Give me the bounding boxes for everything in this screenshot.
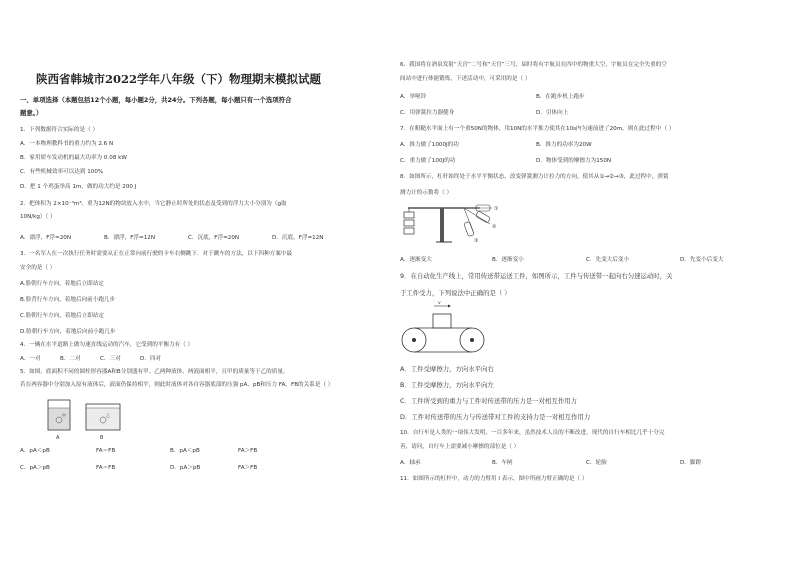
q6-option-b: B．在跑步机上跑步 (536, 94, 585, 100)
q9-stem-cont: 于工件受力，下列说法中正确的是（ ） (400, 289, 511, 297)
q5-label-a: A (56, 435, 60, 441)
q6-stem-cont: 间站中进行体能锻炼，下述活动中，可采用的是（ ） (400, 76, 531, 82)
q6-option-d: D．引体向上 (536, 110, 569, 116)
q7-option-b: B．推力的功率为20W (536, 142, 592, 148)
q8-option-a: A．逐渐变大 (400, 257, 432, 263)
q9-velocity-label: v (438, 301, 441, 306)
q8-label-2: ② (492, 224, 497, 230)
q8-stem: 8．如图所示，杠杆始终处于水平平衡状态，改变弹簧测力计拉力的方向，使其从①→②→③，此过程中，弹簧 (400, 174, 669, 180)
q9-conveyor-figure (402, 302, 482, 356)
q8-option-d: D．先变小后变大 (680, 257, 724, 263)
q5-option-b-f: FA＞FB (238, 448, 258, 454)
section-heading-cont: 题意。） (20, 109, 43, 117)
q2-stem: 2．把体积为 2×10⁻³m³、重为12N的物块放入水中，当它静止时所处的状态及受到的浮力大小分别为（g取 (20, 201, 287, 207)
q7-option-d: D．物体受到的摩擦力为150N (536, 158, 612, 164)
section-heading: 一、单项选择（本题包括12个小题，每小题2分，共24分。下列各题，每小题只有一个选项符合 (20, 96, 292, 104)
q5-option-c-f: FA＝FB (96, 465, 116, 471)
q8-label-3: ③ (474, 238, 479, 244)
q8-option-c: C．先变大后变小 (586, 257, 630, 263)
q2-option-c: C．沉底，F浮=20N (188, 235, 240, 241)
q3-option-d: D.脸朝行车方向，着地后向前小跑几步 (20, 329, 116, 335)
q6-option-c: C．用弹簧拉力器健身 (400, 110, 455, 116)
q1-option-a: A．一本物理教科书的重力约为 2.6 N (20, 141, 114, 147)
page-title: 陕西省韩城市2022学年八年级（下）物理期末模拟试题 (36, 72, 322, 86)
q7-stem: 7．在粗糙水平面上有一个重50N的物体，用10N的水平推力使其在10s内匀速前进了20m，则在此过程中（ ） (400, 126, 675, 132)
q3-stem-cont: 安全的是（ ） (20, 265, 56, 271)
q9-stem: 9．在自动化生产线上，常用传送带运送工件，如图所示，工件与传送带一起向右匀速运动时，关 (400, 272, 673, 280)
q3-option-a: A.脸朝行车方向，着地后立即站定 (20, 281, 104, 287)
q5-option-d-f: FA＞FB (238, 465, 258, 471)
q4-option-c: C．三对 (100, 356, 121, 362)
q5-stem: 5．如图，底面积不同的圆柱形容器A和B分别盛有甲、乙两种液体，两液面相平，且甲的质量等于乙的质量， (20, 369, 289, 375)
q6-stem: 6．我国将在酒泉发射“天宫”二号和“天宫”三号，届时将有宇航员在四中的物重大空，宇航员在完全失重的空 (400, 62, 667, 68)
q1-option-c: C．有些机械效率可以达到 100% (20, 169, 104, 175)
q10-stem: 10．自行车是人类的一项伟大发明，一百多年来，虽然技术人员的不断改进，现代的自行车相比几乎十分完 (400, 430, 665, 436)
q2-option-a: A．漂浮，F浮=20N (20, 235, 72, 241)
q4-option-b: B．二对 (60, 356, 81, 362)
q10-stem-cont: 善，请问，自行车上需要减小摩擦的部位是（ ） (400, 444, 520, 450)
q5-containers-figure (42, 392, 138, 440)
q3-option-c: C.脸朝行车方向，着地后立即站定 (20, 313, 104, 319)
q9-option-a: A．工件受摩擦力，方向水平向右 (400, 365, 494, 373)
q3-option-b: B.脸背行车方向，着地后向前小跑几步 (20, 297, 116, 303)
q4-option-d: D．四对 (140, 356, 162, 362)
q9-option-c: C．工件所受到的重力与工件对传送带的压力是一对相互作用力 (400, 397, 578, 405)
q2-stem-cont: 10N/kg）（ ） (20, 214, 56, 220)
q5-option-a-f: FA＝FB (96, 448, 116, 454)
q5-label-b: B (100, 435, 104, 441)
q5-label-yi: 乙 (106, 413, 110, 418)
q3-stem: 3．一名军人在一次执行任务时需要从正在正常向前行驶的卡车右侧跳下．对于跳车的方法，以下四种方案中最 (20, 251, 293, 257)
q4-option-a: A．一对 (20, 356, 41, 362)
q10-option-d: D．脚蹬 (680, 460, 702, 466)
q5-option-b-p: B．pA＜pB (170, 448, 200, 454)
q1-stem: 1．下列数据符合实际的是（ ） (20, 127, 99, 133)
q4-stem: 4．一辆在水平道路上做匀速直线运动的汽车，它受到的平衡力有（ ） (20, 342, 194, 348)
q5-stem-cont: 若在两容器中分别加入原有液体后，液面仍保持相平，则此时液体对各自容器底部的压强 pA、pB和压力 FA、FB的关系是（ ） (20, 382, 334, 388)
q8-stem-cont: 测力计的示数将（ ） (400, 190, 453, 196)
q8-label-1: ① (494, 206, 499, 212)
q11-stem: 11．如图所示的杠杆中，动力的力臂用 l 表示，图中所画力臂正确的是（ ） (400, 476, 588, 482)
q2-option-b: B．漂浮，F浮=12N (104, 235, 156, 241)
q9-option-b: B．工件受摩擦力，方向水平向左 (400, 381, 494, 389)
q5-option-c-p: C．pA＞pB (20, 465, 50, 471)
q6-option-a: A．举哑铃 (400, 94, 427, 100)
q7-option-c: C．重力做了100J的功 (400, 158, 456, 164)
q1-option-d: D．把 1 个鸡蛋举高 1m，做的功大约是 200 J (20, 184, 137, 190)
q1-option-b: B．家用轿车发动机的最大功率为 0.08 kW (20, 155, 127, 161)
q5-label-jia: 甲 (62, 413, 66, 418)
q10-option-c: C．轮胎 (586, 460, 607, 466)
q10-option-b: B．车闸 (492, 460, 513, 466)
q9-option-d: D．工件对传送带的压力与传送带对工件的支持力是一对相互作用力 (400, 413, 591, 421)
q2-option-d: D．沉底，F浮=12N (272, 235, 324, 241)
q10-option-a: A．轴承 (400, 460, 421, 466)
q8-lever-figure (402, 198, 510, 250)
q8-option-b: B．逐渐变小 (492, 257, 524, 263)
q5-option-a-p: A．pA＜pB (20, 448, 50, 454)
q7-option-a: A．推力做了1000J的功 (400, 142, 459, 148)
q5-option-d-p: D．pA＞pB (170, 465, 201, 471)
